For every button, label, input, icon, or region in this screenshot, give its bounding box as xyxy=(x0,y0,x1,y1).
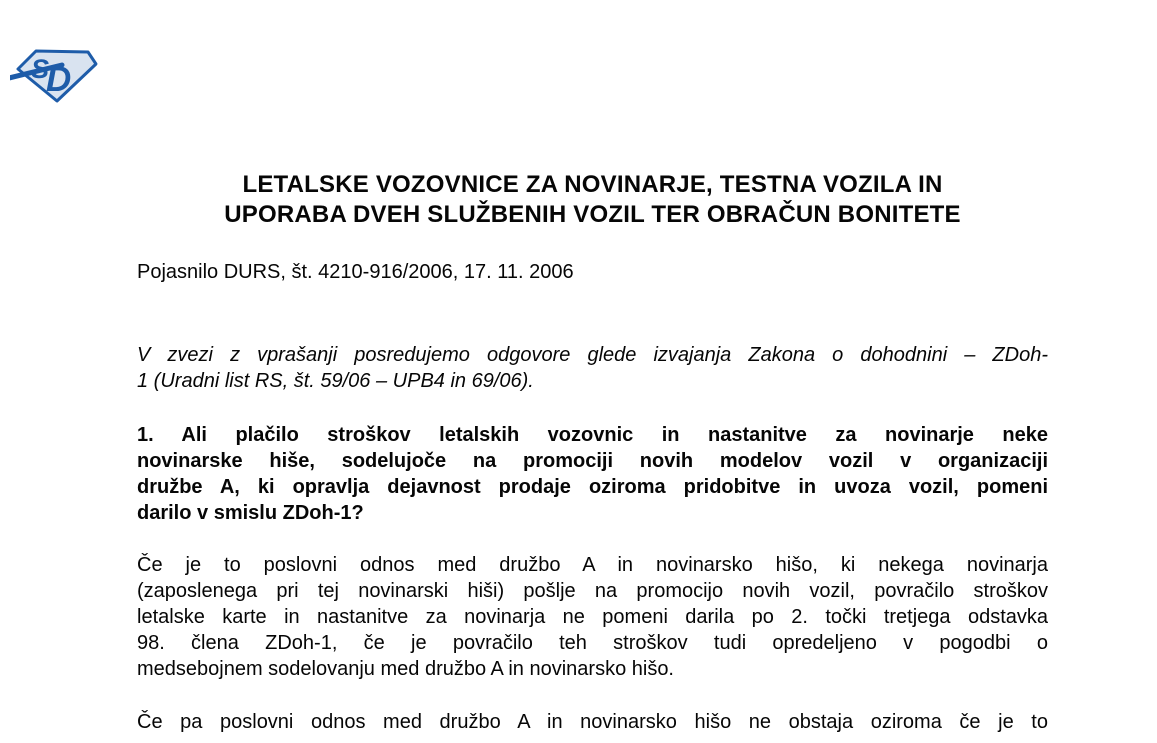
paragraph-line: družbe A, ki opravlja dejavnost prodaje oziroma pridobitve in uvoza vozil, pomeni xyxy=(137,476,1048,498)
paragraph-line: novinarske hiše, sodelujoče na promociji novih modelov vozil v organizaciji xyxy=(137,450,1048,472)
answer-2-paragraph xyxy=(137,709,1048,735)
paragraph-line: 1. Ali plačilo stroškov letalskih vozovnic in nastanitve za novinarje neke xyxy=(137,424,1048,446)
paragraph-line: letalske karte in nastanitve za novinarja ne pomeni darila po 2. točki tretjega odstavka xyxy=(137,606,1048,628)
document-body xyxy=(137,0,1048,735)
paragraph-line: V zvezi z vprašanji posredujemo odgovore glede izvajanja Zakona o dohodnini – ZDoh- xyxy=(137,344,1048,366)
page-title xyxy=(137,170,1048,230)
paragraph-line: 1 (Uradni list RS, št. 59/06 – UPB4 in 69/06). xyxy=(137,370,534,392)
sd-logo xyxy=(10,47,102,104)
paragraph-line: medsebojnem sodelovanju med družbo A in novinarsko hišo. xyxy=(137,658,674,680)
question-1-paragraph xyxy=(137,422,1048,526)
logo-letter-s: S xyxy=(31,54,50,84)
title-line: UPORABA DVEH SLUŽBENIH VOZIL TER OBRAČUN BONITETE xyxy=(224,201,961,228)
title-line: LETALSKE VOZOVNICE ZA NOVINARJE, TESTNA VOZILA IN xyxy=(242,171,943,198)
paragraph-line: darilo v smislu ZDoh-1? xyxy=(137,502,364,524)
paragraph-line: Če pa poslovni odnos med družbo A in novinarsko hišo ne obstaja oziroma če je to xyxy=(137,711,1048,733)
paragraph-line: 98. člena ZDoh-1, če je povračilo teh stroškov tudi opredeljeno v pogodbi o xyxy=(137,632,1048,654)
logo-letter-d: D xyxy=(46,60,72,99)
paragraph-line: Če je to poslovni odnos med družbo A in novinarsko hišo, ki nekega novinarja xyxy=(137,554,1048,576)
intro-paragraph xyxy=(137,342,1048,394)
reference-line: Pojasnilo DURS, št. 4210-916/2006, 17. 11. 2006 xyxy=(137,261,574,283)
answer-1-paragraph xyxy=(137,552,1048,682)
paragraph-line: (zaposlenega pri tej novinarski hiši) pošlje na promocijo novih vozil, povračilo stroškov xyxy=(137,580,1048,602)
